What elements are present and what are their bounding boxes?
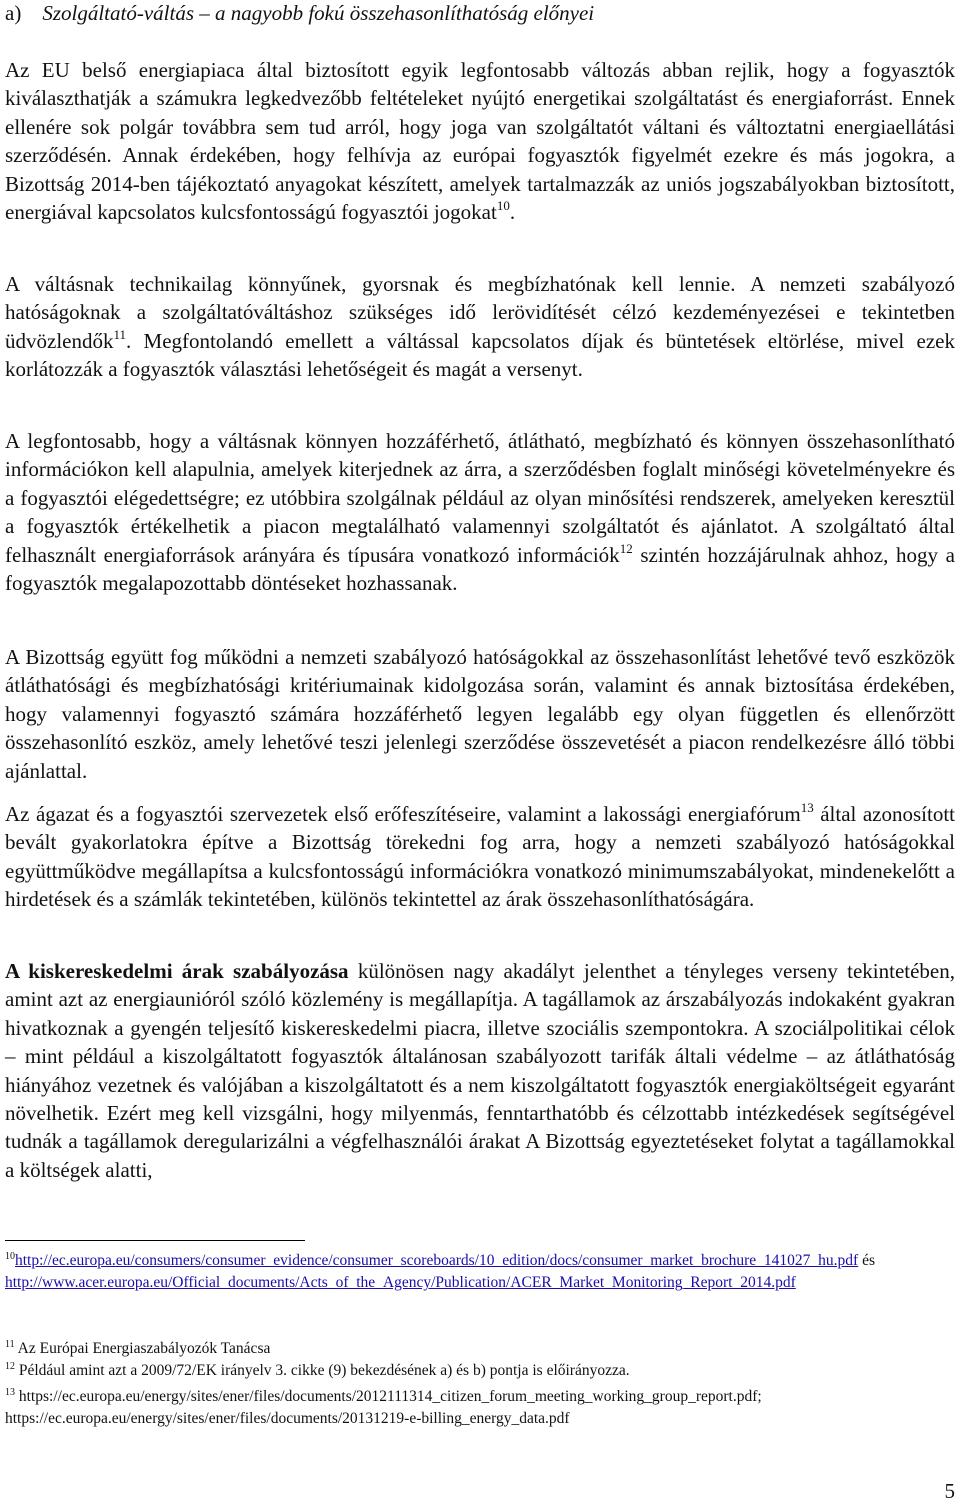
- footnote-11: [5, 1338, 955, 1360]
- heading-dash: –: [199, 1, 210, 25]
- paragraph-3-end: szintén hozzájárulnak ahhoz, hogy a fogyasztók megalapozottabb döntéseket hozhassanak.: [5, 542, 955, 596]
- paragraph-2: [5, 270, 955, 384]
- footnote-12: [5, 1360, 955, 1382]
- footnote-10: [5, 1250, 955, 1294]
- footnote-10-link-1[interactable]: http://ec.europa.eu/consumers/consumer_evidence/consumer_scoreboards/10_edition/docs/consumer_market_brochure_141027_hu.pdf: [15, 1252, 859, 1269]
- paragraph-4-text: A Bizottság együtt fog működni a nemzeti szabályozó hatóságokkal az összehasonlítást lehetővé tevő eszközök átláthatósági és megbízhatósági kritériumainak kidolgozása során, valamint és annak biztosítása érdekében, hogy valamennyi fogyasztó számára hozzáférhető legyen legalább egy olyan független és ellenőrzött összehasonlító eszköz, amely lehetővé teszi jelenlegi szerződése összevetését a piacon rendelkezésre álló többi ajánlattal.: [5, 645, 955, 783]
- document-page: [5, 0, 955, 1507]
- footnote-ref-12[interactable]: 12: [619, 540, 633, 556]
- paragraph-2-end: . Megfontolandó emellett a váltással kapcsolatos díjak és büntetések eltörlése, mivel ezek korlátozzák a fogyasztók választási lehetőségeit és magát a versenyt.: [5, 328, 955, 382]
- paragraph-4: [5, 643, 955, 785]
- footnote-10-joiner: és: [858, 1252, 876, 1269]
- paragraph-3: [5, 427, 955, 597]
- paragraph-6: [5, 957, 955, 1184]
- footnote-separator: [5, 1240, 305, 1241]
- footnote-13: [5, 1386, 955, 1430]
- heading-subtitle: a nagyobb fokú összehasonlíthatóság előnyei: [215, 1, 595, 25]
- footnote-11-text: Az Európai Energiaszabályozók Tanácsa: [14, 1340, 271, 1357]
- footnote-13-text: https://ec.europa.eu/energy/sites/ener/files/documents/2012111314_citizen_forum_meeting_working_group_report.pdf;: [15, 1388, 762, 1405]
- paragraph-5: [5, 800, 955, 914]
- footnote-13-text-2: https://ec.europa.eu/energy/sites/ener/files/documents/20131219-e-billing_energy_data.pdf: [5, 1410, 570, 1427]
- footnote-ref-11[interactable]: 11: [113, 326, 127, 342]
- footnote-11-number: 11: [5, 1339, 15, 1350]
- paragraph-3-text: A legfontosabb, hogy a váltásnak könnyen hozzáférhető, átlátható, megbízható és könnyen összehasonlítható információkon kell alapulnia, amelyek kiterjednek az árra, a szerződésben foglalt minőségi követelményekre és a fogyasztói elégedettségre; ez utóbbira szolgálnak például az olyan minősítési rendszerek, amelyeken keresztül a fogyasztók értékelhetik a piacon megtalálható valamennyi szolgáltatót és ajánlatot. A szolgáltató által felhasznált energiaforrások arányára és típusára vonatkozó információk: [5, 429, 955, 567]
- footnote-10-link-2[interactable]: http://www.acer.europa.eu/Official_documents/Acts_of_the_Agency/Publication/ACER_Market_Monitoring_Report_2014.pdf: [5, 1274, 796, 1291]
- footnote-ref-13[interactable]: 13: [800, 800, 814, 815]
- footnote-12-text: Például amint azt a 2009/72/EK irányelv 3. cikke (9) bekezdésének a) és b) pontja is előirányozza.: [15, 1362, 630, 1379]
- footnote-10-number: 10: [5, 1251, 15, 1262]
- paragraph-1-text: Az EU belső energiapiaca által biztosított egyik legfontosabb változás abban rejlik, hogy a fogyasztók kiválaszthatják a számukra legkedvezőbb feltételeket nyújtó energetikai szolgáltatást és energiaforrást. Ennek ellenére sok polgár továbbra sem tud arról, hogy joga van szolgáltatót váltani és változtatni energiaellátási szerződésén. Annak érdekében, hogy felhívja az európai fogyasztók figyelmét ezekre és más jogokra, a Bizottság 2014-ben tájékoztató anyagokat készített, amelyek tartalmazzák az uniós jogszabályokban biztosított, energiával kapcsolatos kulcsfontosságú fogyasztói jogokat: [5, 58, 955, 225]
- paragraph-5-end: által azonosított bevált gyakorlatokra építve a Bizottság törekedni fog arra, hogy a nemzeti szabályozó hatóságokkal együttműködve megállapítsa a kulcsfontosságú információkra vonatkozó minimumszabályokat, mindenekelőtt a hirdetések és a számlák tekintetében, különös tekintettel az árak összehasonlíthatóságára.: [5, 802, 955, 912]
- paragraph-5-text: Az ágazat és a fogyasztói szervezetek első erőfeszítéseire, valamint a lakossági energiafórum: [5, 802, 801, 826]
- footnote-12-number: 12: [5, 1361, 15, 1372]
- paragraph-2-text: A váltásnak technikailag könnyűnek, gyorsnak és megbízhatónak kell lennie. A nemzeti szabályozó hatóságoknak a szolgáltatóváltáshoz szükséges idő lerövidítését célzó kezdeményezései e tekintetben üdvözlendők: [5, 272, 955, 353]
- paragraph-1: [5, 56, 955, 226]
- paragraph-6-bold-term: A kiskereskedelmi árak szabályozása: [5, 959, 349, 983]
- footnote-13-number: 13: [5, 1387, 15, 1398]
- heading-marker: a): [5, 1, 22, 25]
- footnote-ref-10[interactable]: 10: [496, 198, 510, 214]
- section-heading: [5, 0, 955, 26]
- page-number: 5: [944, 1479, 955, 1503]
- heading-title-italic: [27, 1, 595, 25]
- paragraph-1-end: .: [509, 200, 516, 225]
- heading-main: Szolgáltató-váltás: [42, 1, 194, 25]
- paragraph-6-text: különösen nagy akadályt jelenthet a tényleges verseny tekintetében, amint azt az energiaunióról szóló közlemény is megállapítja. A tagállamok az árszabályozás indokaként gyakran hivatkoznak a gyengén teljesítő kiskereskedelmi piacra, illetve szociális szempontokra. A szociálpolitikai célok – mint például a kiszolgáltatott fogyasztók általánosan szabályozott tarifák általi védelme – az átláthatóság hiányához vezetnek és valójában a kiszolgáltatott és a nem kiszolgáltatott fogyasztók energiaköltségeit egyaránt növelhetik. Ezért meg kell vizsgálni, hogy milyenmás, fenntarthatóbb és célzottabb intézkedések segítségével tudnák a tagállamok deregularizálni a végfelhasználói árakat A Bizottság egyeztetéseket folytat a tagállamokkal a költségek alatti,: [5, 959, 955, 1182]
